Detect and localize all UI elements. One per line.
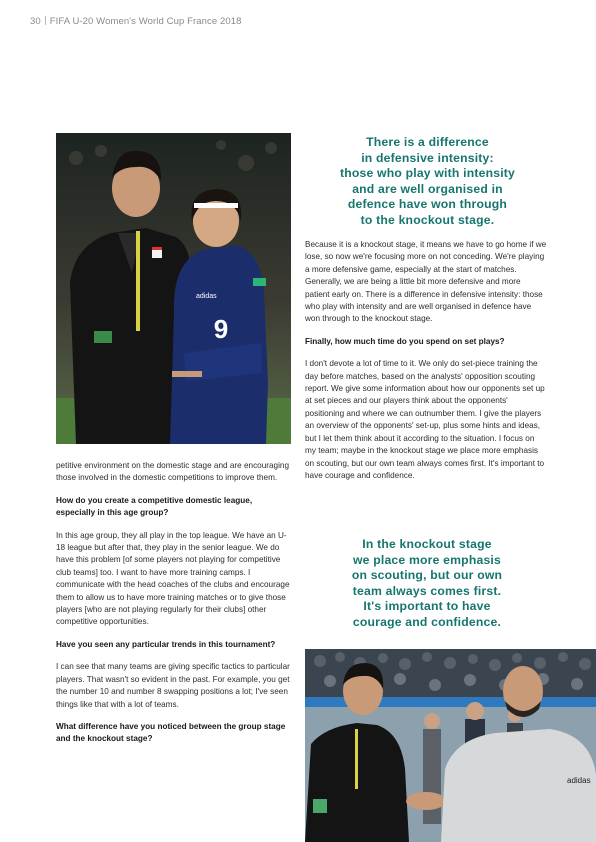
body-paragraph: Because it is a knockout stage, it means we have to go home if we lose, so now we're focusing more on not conceding. We're playing a more defensive game, especially at the start of matches. Generally, we are being a little bit more defensive and more patient early on. There is a difference in defensive intensity: those who play with intensity and are well organised in defence have won through to the knockout stage. xyxy=(305,240,547,324)
body-paragraph: I can see that many teams are giving specific tactics to particular players. That wasn't so evident in the past. For example, you get the number 10 and number 8 swapping positions a lot; I've seen things like that with a lot of teams. xyxy=(56,662,290,709)
interview-question: How do you create a competitive domestic league, especially in this age group? xyxy=(56,495,253,518)
kit-brand-label: adidas xyxy=(196,293,217,300)
photo-coaches-handshake xyxy=(305,649,596,842)
pullquote-line: It's important to have xyxy=(363,599,491,614)
pullquote-line: courage and confidence. xyxy=(352,614,502,629)
pullquote-line: those who play with intensity xyxy=(339,166,516,181)
pullquote-line: There is a difference xyxy=(366,135,489,149)
pullquote-bottom xyxy=(318,537,536,631)
pullquote-line: in defensive intensity: xyxy=(361,150,494,165)
left-column xyxy=(56,460,290,756)
pullquote-line: defence have won through xyxy=(347,197,508,212)
page-number: 30 xyxy=(30,16,41,27)
interview-question: What difference have you noticed between the group stage and the knockout stage? xyxy=(56,721,286,744)
body-paragraph: petitive environment on the domestic stage and are encouraging those involved in the domestic competitions to improve them. xyxy=(56,461,290,483)
pullquote-line: we place more emphasis xyxy=(352,552,501,567)
body-paragraph: In this age group, they all play in the top league. We have an U-18 league but after that, they play in the senior league. We do have this problem [of some players not playing for competitive club teams] too. I want to have more training camps. I communicate with the head coaches of the clubs and encourage them to allow us to have more training matches or to give those players [who are not playing regularly for their clubs] other competitive opportunities. xyxy=(56,530,290,627)
pullquote-line: team always comes first. xyxy=(352,583,502,598)
pullquote-line: and are well organised in xyxy=(352,181,503,196)
pullquote-top xyxy=(305,135,550,229)
header-divider xyxy=(45,16,46,25)
kit-brand-label: adidas xyxy=(567,776,591,785)
publication-title: FIFA U-20 Women's World Cup France 2018 xyxy=(49,16,242,27)
pullquote-line: to the knockout stage. xyxy=(360,212,495,227)
pullquote-line: on scouting, but our own xyxy=(351,568,503,583)
jersey-number: 9 xyxy=(213,314,229,344)
body-paragraph: I don't devote a lot of time to it. We only do set-piece training the day before matches, based on the analysts' opposition scouting report. We give some information about how our opponents set up at set pieces and our players think about the opponents' positioning and where we can outnumber them. I give the players an overview of the opponents' set-up, plus some hints and ideas, but I let them think about it according to the situation. I focus on my team; maybe in the knockout stage we place more emphasis on scouting, but our own team always comes first. It's important to have courage and confidence. xyxy=(305,359,545,480)
interview-question: Have you seen any particular trends in this tournament? xyxy=(56,639,276,649)
running-header xyxy=(30,16,242,27)
right-column xyxy=(305,239,547,492)
pullquote-line: In the knockout stage xyxy=(362,537,492,551)
photo-coach-and-player xyxy=(56,133,291,444)
interview-question: Finally, how much time do you spend on set plays? xyxy=(305,336,505,346)
